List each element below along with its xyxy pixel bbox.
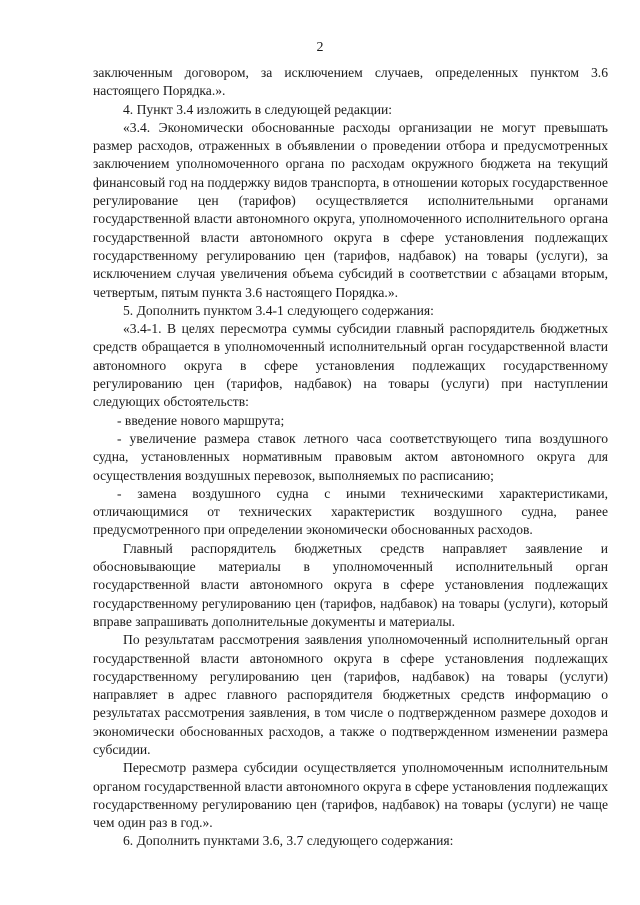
paragraph-clause-3-4-1: «3.4-1. В целях пересмотра суммы субсидии главный распорядитель бюджетных средств обращается в уполномоченный исполнительный орган государственной власти автономного округа в сфере установления подлежащих государственному регулированию цен (тарифов, надбавок) на товары (услуги) при наступлении следующих обстоятельств:: [93, 321, 608, 410]
document-body: [93, 64, 608, 851]
paragraph-application: Главный распорядитель бюджетных средств направляет заявление и обосновывающие материалы в уполномоченный исполнительный орган государственной власти автономного округа в сфере установления подлежащих государственному регулированию цен (тарифов, надбавок) на товары (услуги), который вправе запрашивать дополнительные документы и материалы.: [93, 540, 608, 629]
list-item-flight-hour-rate: - увеличение размера ставок летного часа соответствующего типа воздушного судна, установленных нормативным правовым актом автономного округа для осуществления воздушных перевозок, выполняемых по расписанию;: [93, 430, 608, 483]
list-item-new-route: - введение нового маршрута;: [117, 412, 285, 428]
paragraph-clause-3-4: «3.4. Экономически обоснованные расходы организации не могут превышать размер расходов, отраженных в объявлении о проведении отбора и предусмотренных заключением уполномоченного органа по расходам окружного бюджета на текущий финансовый год на поддержку видов транспорта, в отношении которых государственное регулирование цен (тарифов) осуществляется исполнительными органами государственной власти автономного округа, уполномоченного исполнительного органа государственной власти автономного округа в сфере установления подлежащих государственному регулированию цен (тарифов, надбавок) на товары (услуги), за исключением случая увеличения объема субсидий в соответствии с абзацами вторым, четвертым, пятым пункта 3.6 настоящего Порядка.».: [93, 119, 609, 300]
list-item-aircraft-replacement: - замена воздушного судна с иными техническими характеристиками, отличающимися от технических характеристик воздушного судна, ранее предусмотренного при определении экономически обоснованных расходов.: [93, 485, 608, 538]
paragraph-revision-frequency: Пересмотр размера субсидии осуществляется уполномоченным исполнительным органом государственной власти автономного округа в сфере установления подлежащих государственному регулированию цен (тарифов, надбавок) на товары (услуги) не чаще чем один раз в год.».: [93, 760, 608, 831]
paragraph-item-5: 5. Дополнить пунктом 3.4-1 следующего содержания:: [123, 302, 434, 318]
page-number: 2: [316, 40, 324, 55]
paragraph-item-6: 6. Дополнить пунктами 3.6, 3.7 следующего содержания:: [123, 833, 454, 849]
paragraph-review-results: По результатам рассмотрения заявления уполномоченный исполнительный орган государственной власти автономного округа в сфере установления подлежащих государственному регулированию цен (тарифов, надбавок) на товары (услуги) направляет в адрес главного распорядителя бюджетных средств информацию о результатах рассмотрения заявления, в том числе о подтвержденном размере доходов и экономически обоснованных расходов, а также о подтвержденном изменении размера субсидии.: [93, 632, 608, 757]
paragraph-continuation: заключенным договором, за исключением случаев, определенных пунктом 3.6 настоящего Порядка.».: [93, 65, 608, 99]
paragraph-item-4: 4. Пункт 3.4 изложить в следующей редакции:: [123, 101, 393, 117]
